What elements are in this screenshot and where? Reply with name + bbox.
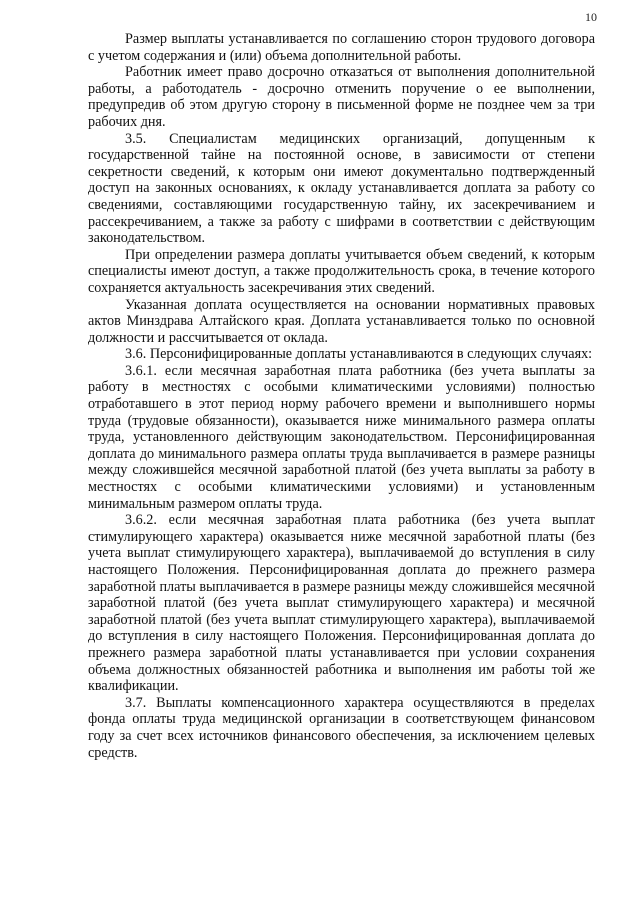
page-number: 10 (585, 10, 597, 24)
paragraph: Размер выплаты устанавливается по соглашению сторон трудового договора с учетом содержания и (или) объема дополнительной работы. (88, 31, 595, 64)
paragraph: При определении размера доплаты учитывается объем сведений, к которым специалисты имеют доступ, а также продолжительность срока, в течение которого сохраняется актуальность засекречивания этих сведений. (88, 246, 595, 296)
paragraph: 3.6. Персонифицированные доплаты устанавливаются в следующих случаях: (125, 346, 593, 363)
paragraph: Работник имеет право досрочно отказаться от выполнения дополнительной работы, а работодатель - досрочно отменить поручение о ее выполнении, предупредив об этом другую сторону в письменной форме не позднее чем за три рабочих дня. (88, 64, 595, 130)
paragraph: 3.7. Выплаты компенсационного характера осуществляются в пределах фонда оплаты труда медицинской организации в соответствующем финансовом году за счет всех источников финансового обеспечения, за исключением целевых средств. (88, 694, 595, 761)
paragraph: Указанная доплата осуществляется на основании нормативных правовых актов Минздрава Алтайского края. Доплата устанавливается только по основной должности и рассчитывается от оклада. (88, 296, 595, 346)
paragraph: 3.6.2. если месячная заработная плата работника (без учета выплат стимулирующего характера) оказывается ниже месячной заработной платы (без учета выплат стимулирующего характера), выплачиваемой до вступления в силу настоящего Положения. Персонифицированная доплата до прежнего размера заработной платы выплачивается в размере разницы между сложившейся месячной заработной платой (без учета выплат стимулирующего характера) и месячной заработной платой (без учета выплат стимулирующего характера), выплачиваемой до вступления в силу настоящего Положения. Персонифицированная доплата до прежнего размера заработной платы устанавливается при условии сохранения объема должностных обязанностей работника и выполнения им работы той же квалификации. (88, 512, 595, 695)
paragraph: 3.5. Специалистам медицинских организаций, допущенным к государственной тайне на постоянной основе, в зависимости от степени секретности сведений, к которым они имеют документально подтвержденный доступ на законных основаниях, к окладу устанавливается доплата за работу со сведениями, составляющими государственную тайну, их засекречиванием и рассекречиванием, а также за работу с шифрами в соответствии с действующим законодательством. (88, 130, 595, 247)
paragraph: 3.6.1. если месячная заработная плата работника (без учета выплаты за работу в местностях с особыми климатическими условиями) полностью отработавшего в этот период норму рабочего времени и выполнившего нормы труда (трудовые обязанности), оказывается ниже минимального размера оплаты труда, установленного действующим законодательством. Персонифицированная доплата до минимального размера оплаты труда выплачивается в размере разницы между сложившейся месячной заработной платой (без учета выплаты за работу в местностях с особыми климатическими условиями) и установленным минимальным размером оплаты труда. (88, 362, 595, 512)
document-body (88, 31, 595, 761)
